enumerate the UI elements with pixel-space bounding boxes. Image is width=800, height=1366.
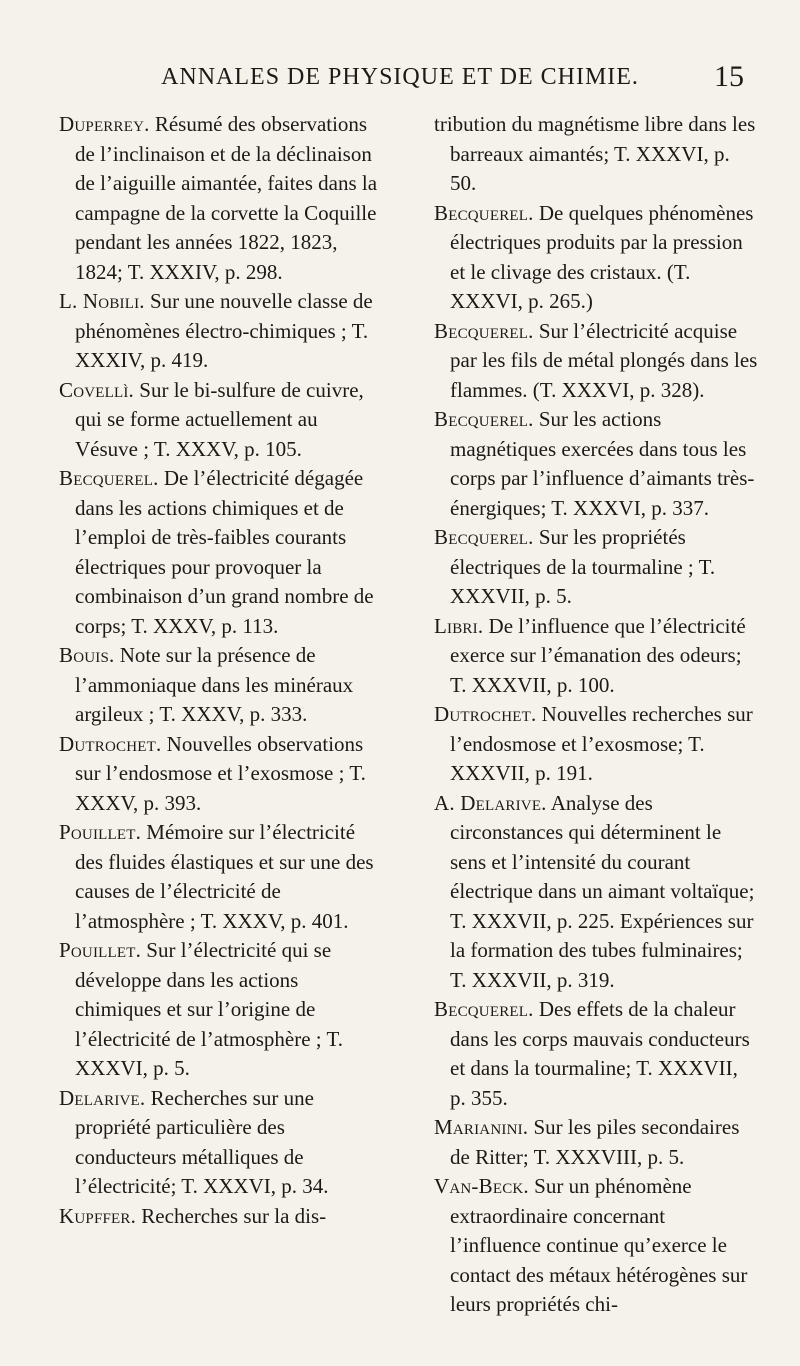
bibliography-entry [59, 287, 383, 376]
right-column [434, 110, 758, 1320]
bibliography-entry [59, 1084, 383, 1202]
bibliography-entry [434, 1113, 758, 1172]
entry-text: De l’électricité dégagée dans les actions chimiques et de l’emploi de très-faibles courants électriques pour provoquer la combinaison d’un grand nombre de corps; T. XXXV, p. 113. [75, 466, 374, 638]
entry-author: Becquerel. [434, 200, 534, 225]
entry-author: Becquerel. [59, 466, 159, 490]
entry-text: Sur l’électricité acquise par les fils de métal plongés dans les flammes. (T. XXXVI, p. 328). [450, 318, 758, 402]
entry-author: Van-Beck. [434, 1174, 529, 1198]
bibliography-entry [59, 641, 383, 730]
entry-text: Recherches sur une propriété particulière des conducteurs métalliques de l’électricité; T. XXXVI, p. 34. [75, 1085, 329, 1198]
entry-author: Becquerel. [434, 997, 534, 1021]
bibliography-entry [59, 818, 383, 936]
entry-author: Pouillet. [59, 938, 142, 962]
entry-author: Dutrochet. [59, 731, 162, 756]
entry-author: Bouis. [59, 643, 115, 667]
entry-text: Sur les propriétés électriques de la tourmaline ; T. XXXVII, p. 5. [450, 525, 716, 608]
entry-text: Note sur la présence de l’ammoniaque dans les minéraux argileux ; T. XXXV, p. 333. [75, 643, 354, 726]
entry-author: Becquerel. [434, 318, 534, 343]
bibliography-entry [434, 405, 758, 523]
entry-author: L. Nobili. [59, 289, 145, 313]
entry-text: Analyse des circonstances qui déterminent le sens et l’intensité du courant électrique dans un aimant voltaïque; T. XXXVII, p. 225. Expériences sur la formation des tubes fulminaires; T. XXXVII, p. 319. [450, 790, 755, 992]
entry-text: Sur une nouvelle classe de phénomènes électro-chimiques ; T. XXXIV, p. 419. [75, 289, 373, 372]
left-column [59, 110, 383, 1231]
bibliography-entry [434, 789, 758, 996]
entry-author: Becquerel. [434, 525, 534, 549]
entry-text: Nouvelles observations sur l’endosmose et l’exosmose ; T. XXXV, p. 393. [75, 731, 366, 815]
entry-text: De l’influence que l’électricité exerce sur l’émanation des odeurs; T. XXXVII, p. 100. [450, 613, 746, 697]
entry-author: A. Delarive. [434, 790, 547, 815]
bibliography-entry [434, 317, 758, 406]
journal-title: ANNALES DE PHYSIQUE ET DE CHIMIE. [161, 64, 639, 90]
entry-text: Nouvelles recherches sur l’endosmose et l’exosmose; T. XXXVII, p. 191. [450, 702, 753, 785]
entry-text: Recherches sur la dis- [141, 1203, 327, 1228]
bibliography-entry [434, 700, 758, 789]
bibliography-entry [59, 464, 383, 641]
bibliography-entry [59, 936, 383, 1084]
bibliography-entry [434, 199, 758, 317]
entry-author: Dutrochet. [434, 702, 537, 726]
entry-author: Pouillet. [59, 820, 142, 844]
entry-text: tribution du magnétisme libre dans les barreaux aimantés; T. XXXVI, p. 50. [434, 112, 756, 195]
entry-author: Covellì. [59, 377, 135, 402]
entry-text: Sur les actions magnétiques exercées dans tous les corps par l’influence d’aimants très-énergiques; T. XXXVI, p. 337. [450, 407, 755, 520]
entry-author: Libri. [434, 613, 484, 638]
page-number: 15 [714, 60, 744, 93]
bibliography-entry [434, 1172, 758, 1320]
entry-author: Kupffer. [59, 1203, 137, 1228]
entry-text: Sur l’électricité qui se développe dans les actions chimiques et sur l’origine de l’électricité de l’atmosphère ; T. XXXVI, p. 5. [75, 938, 344, 1080]
entry-text: Sur le bi-sulfure de cuivre, qui se forme actuellement au Vésuve ; T. XXXV, p. 105. [75, 377, 364, 461]
bibliography-entry [434, 995, 758, 1113]
bibliography-entry [434, 110, 758, 199]
bibliography-entry [434, 523, 758, 612]
entry-text: Sur un phénomène extraordinaire concernant l’influence continue qu’exerce le contact des métaux hétérogènes sur leurs propriétés chi- [450, 1174, 748, 1316]
entry-author: Becquerel. [434, 407, 534, 431]
bibliography-entry [59, 730, 383, 819]
bibliography-entry [59, 376, 383, 465]
entry-text: Des effets de la chaleur dans les corps mauvais conducteurs et dans la tourmaline; T. XXXVII, p. 355. [450, 997, 750, 1110]
bibliography-entry [59, 1202, 383, 1232]
entry-text: De quelques phénomènes électriques produits par la pression et le clivage des cristaux. (T. XXXVI, p. 265.) [450, 200, 754, 313]
entry-text: Sur les piles secondaires de Ritter; T. XXXVIII, p. 5. [450, 1115, 740, 1169]
entry-author: Duperrey. [59, 112, 150, 136]
bibliography-entry [434, 612, 758, 701]
entry-author: Marianini. [434, 1115, 529, 1139]
entry-author: Delarive. [59, 1085, 146, 1110]
running-header [0, 60, 800, 104]
entry-text: Mémoire sur l’électricité des fluides élastiques et sur une des causes de l’électricité de l’atmosphère ; T. XXXV, p. 401. [75, 820, 374, 933]
entry-text: Résumé des observations de l’inclinaison et de la déclinaison de l’aiguille aimantée, faites dans la campagne de la corvette la Coquille pendant les années 1822, 1823, 1824; T. XXXIV, p. 298. [75, 112, 378, 284]
bibliography-entry [59, 110, 383, 287]
